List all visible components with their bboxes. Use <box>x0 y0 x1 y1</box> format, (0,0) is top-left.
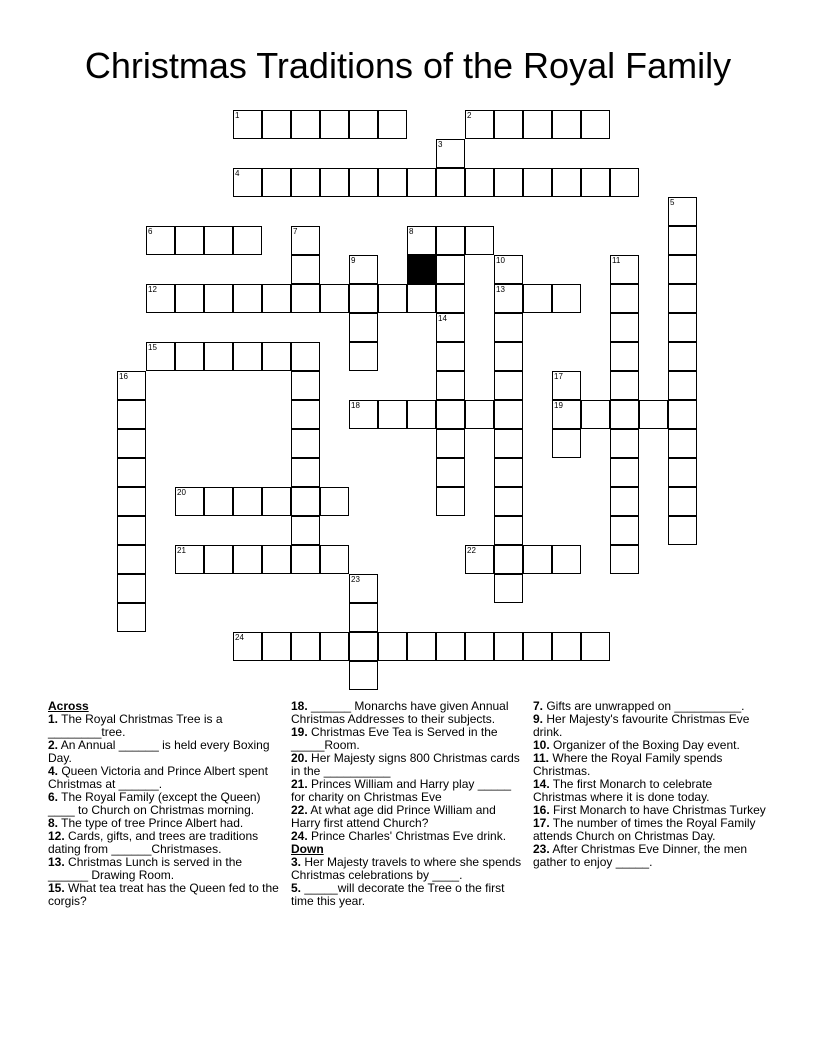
clue-text: _____will decorate the Tree o the first time this year. <box>291 881 505 908</box>
clue <box>48 830 284 856</box>
clue <box>48 739 284 765</box>
grid-cell[interactable] <box>610 545 639 574</box>
clue-number-label: 23. <box>533 842 550 856</box>
grid-cell[interactable] <box>523 168 552 197</box>
grid-cell[interactable] <box>320 487 349 516</box>
grid-cell[interactable] <box>610 168 639 197</box>
clue-text: Christmas Eve Tea is Served in the _____Room. <box>291 725 498 752</box>
clue-text: The Royal Christmas Tree is a ________tree. <box>48 712 223 739</box>
clue-text: The first Monarch to celebrate Christmas where it is done today. <box>533 777 713 804</box>
grid-cell[interactable] <box>233 342 262 371</box>
clue <box>291 752 527 778</box>
clue-number-label: 14. <box>533 777 550 791</box>
clue-text: Organizer of the Boxing Day event. <box>549 738 740 752</box>
grid-cell[interactable] <box>436 342 465 371</box>
grid-cell[interactable] <box>581 400 610 429</box>
grid-cell[interactable] <box>494 371 523 400</box>
grid-cell[interactable] <box>378 168 407 197</box>
grid-cell[interactable] <box>610 284 639 313</box>
clue-text: Her Majesty travels to where she spends Christmas celebrations by ____. <box>291 855 522 882</box>
grid-cell[interactable] <box>581 110 610 139</box>
grid-cell[interactable] <box>291 371 320 400</box>
grid-cell[interactable] <box>262 632 291 661</box>
grid-cell[interactable] <box>320 545 349 574</box>
grid-cell[interactable] <box>610 342 639 371</box>
clue-number-label: 2. <box>48 738 59 752</box>
clue <box>291 830 527 843</box>
grid-cell[interactable] <box>523 110 552 139</box>
clues-column-3 <box>533 700 769 869</box>
grid-cell[interactable] <box>436 429 465 458</box>
clue-number: 16 <box>119 372 128 381</box>
clue-number-label: 18. <box>291 699 308 713</box>
clue-number-label: 8. <box>48 816 59 830</box>
clue-number: 20 <box>177 488 186 497</box>
grid-cell[interactable] <box>175 342 204 371</box>
grid-cell[interactable] <box>668 429 697 458</box>
clue-number: 1 <box>235 111 240 120</box>
grid-cell[interactable] <box>349 313 378 342</box>
clue <box>533 843 769 869</box>
grid-cell[interactable] <box>349 661 378 690</box>
clue-text: Her Majesty's favourite Christmas Eve drink. <box>533 712 750 739</box>
grid-cell[interactable] <box>117 487 146 516</box>
grid-cell[interactable] <box>494 400 523 429</box>
clue-text: First Monarch to have Christmas Turkey <box>549 803 766 817</box>
clue-number: 2 <box>467 111 472 120</box>
clue-number-label: 11. <box>533 751 550 765</box>
clue-text: ______ Monarchs have given Annual Christmas Addresses to their subjects. <box>291 699 509 726</box>
clue <box>291 856 527 882</box>
clue-text: Princes William and Harry play _____ for charity on Christmas Eve <box>291 777 512 804</box>
across-clue-list <box>48 713 284 908</box>
clue-text: Prince Charles' Christmas Eve drink. <box>307 829 507 843</box>
grid-cell[interactable] <box>146 226 175 255</box>
grid-cell[interactable] <box>291 342 320 371</box>
grid-cell[interactable] <box>436 313 465 342</box>
clue-number: 7 <box>293 227 298 236</box>
grid-cell[interactable] <box>668 516 697 545</box>
grid-cell[interactable] <box>552 284 581 313</box>
grid-cell[interactable] <box>581 632 610 661</box>
clue-number-label: 20. <box>291 751 308 765</box>
grid-cell[interactable] <box>175 545 204 574</box>
clue-number-label: 13. <box>48 855 65 869</box>
clue-number-label: 12. <box>48 829 65 843</box>
clue-number-label: 21. <box>291 777 308 791</box>
grid-cell[interactable] <box>233 545 262 574</box>
grid-cell[interactable] <box>552 429 581 458</box>
across-clue-list-continued <box>291 700 527 843</box>
grid-cell[interactable] <box>291 516 320 545</box>
clue-number: 13 <box>496 285 505 294</box>
clue <box>291 882 527 908</box>
clue-text: Queen Victoria and Prince Albert spent Christmas at ______. <box>48 764 268 791</box>
grid-cell[interactable] <box>262 342 291 371</box>
grid-cell[interactable] <box>494 429 523 458</box>
grid-cell[interactable] <box>291 284 320 313</box>
across-heading: Across <box>48 699 89 713</box>
grid-cell[interactable] <box>465 168 494 197</box>
clue-number-label: 9. <box>533 712 544 726</box>
grid-cell[interactable] <box>117 516 146 545</box>
grid-cell[interactable] <box>291 429 320 458</box>
grid-cell[interactable] <box>610 516 639 545</box>
clue-text: Christmas Lunch is served in the ______ Drawing Room. <box>48 855 243 882</box>
grid-cell[interactable] <box>436 632 465 661</box>
clue <box>533 713 769 739</box>
clue-number-label: 1. <box>48 712 59 726</box>
grid-cell[interactable] <box>349 400 378 429</box>
grid-cell[interactable] <box>262 168 291 197</box>
grid-cell[interactable] <box>494 342 523 371</box>
clue <box>48 856 284 882</box>
clue-number: 22 <box>467 546 476 555</box>
clue-text: An Annual ______ is held every Boxing Day. <box>48 738 270 765</box>
clue-text: The Royal Family (except the Queen) ____ to Church on Christmas morning. <box>48 790 261 817</box>
grid-cell[interactable] <box>668 197 697 226</box>
clue-number: 18 <box>351 401 360 410</box>
grid-cell[interactable] <box>494 458 523 487</box>
clue-number: 4 <box>235 169 240 178</box>
grid-cell[interactable] <box>610 400 639 429</box>
grid-cell[interactable] <box>552 110 581 139</box>
clue <box>533 817 769 843</box>
grid-cell[interactable] <box>146 284 175 313</box>
grid-cell[interactable] <box>610 371 639 400</box>
clue-number: 12 <box>148 285 157 294</box>
clue-number: 6 <box>148 227 153 236</box>
grid-cell[interactable] <box>117 603 146 632</box>
grid-cell[interactable] <box>407 400 436 429</box>
grid-cell[interactable] <box>552 400 581 429</box>
clue-text: The number of times the Royal Family attends Church on Christmas Day. <box>533 816 756 843</box>
grid-cell[interactable] <box>291 632 320 661</box>
clue-number-label: 6. <box>48 790 59 804</box>
grid-cell[interactable] <box>407 226 436 255</box>
grid-cell[interactable] <box>436 458 465 487</box>
down-clue-list <box>291 856 527 908</box>
grid-cell[interactable] <box>494 632 523 661</box>
grid-cell[interactable] <box>233 168 262 197</box>
grid-cell[interactable] <box>436 168 465 197</box>
grid-cell[interactable] <box>146 342 175 371</box>
clue-text: What tea treat has the Queen fed to the corgis? <box>48 881 279 908</box>
grid-cell[interactable] <box>204 342 233 371</box>
grid-cell[interactable] <box>233 110 262 139</box>
grid-cell[interactable] <box>581 168 610 197</box>
clue-number: 14 <box>438 314 447 323</box>
grid-cell[interactable] <box>233 226 262 255</box>
grid-cell[interactable] <box>233 487 262 516</box>
grid-cell[interactable] <box>668 342 697 371</box>
clue-number-label: 5. <box>291 881 302 895</box>
clue-text: At what age did Prince William and Harry first attend Church? <box>291 803 496 830</box>
clue <box>48 791 284 817</box>
clue-number: 15 <box>148 343 157 352</box>
grid-cell[interactable] <box>436 371 465 400</box>
grid-cell[interactable] <box>436 139 465 168</box>
grid-cell[interactable] <box>291 110 320 139</box>
clue-number-label: 17. <box>533 816 550 830</box>
grid-cell[interactable] <box>436 284 465 313</box>
clue-number-label: 10. <box>533 738 550 752</box>
clue <box>48 882 284 908</box>
grid-cell[interactable] <box>378 400 407 429</box>
grid-cell[interactable] <box>262 110 291 139</box>
grid-cell[interactable] <box>668 371 697 400</box>
grid-cell[interactable] <box>552 545 581 574</box>
clue-number-label: 7. <box>533 699 544 713</box>
grid-cell[interactable] <box>552 632 581 661</box>
clue <box>533 778 769 804</box>
grid-cell[interactable] <box>407 632 436 661</box>
grid-cell[interactable] <box>262 545 291 574</box>
clue-number: 23 <box>351 575 360 584</box>
grid-cell[interactable] <box>233 284 262 313</box>
grid-cell[interactable] <box>494 574 523 603</box>
grid-cell[interactable] <box>494 313 523 342</box>
clue-number: 9 <box>351 256 356 265</box>
grid-cell[interactable] <box>494 110 523 139</box>
clue-number-label: 19. <box>291 725 308 739</box>
grid-cell[interactable] <box>291 458 320 487</box>
grid-cell[interactable] <box>465 400 494 429</box>
grid-cell[interactable] <box>639 400 668 429</box>
clue-number: 21 <box>177 546 186 555</box>
clue <box>291 700 527 726</box>
grid-cell[interactable] <box>378 284 407 313</box>
grid-cell[interactable] <box>320 284 349 313</box>
grid-cell[interactable] <box>320 632 349 661</box>
clue-number: 3 <box>438 140 443 149</box>
clue-number-label: 16. <box>533 803 550 817</box>
clue-text: Cards, gifts, and trees are traditions dating from ______Christmases. <box>48 829 259 856</box>
grid-cell[interactable] <box>349 168 378 197</box>
grid-cell[interactable] <box>349 574 378 603</box>
grid-cell[interactable] <box>291 226 320 255</box>
grid-cell[interactable] <box>349 255 378 284</box>
grid-cell[interactable] <box>494 516 523 545</box>
grid-cell[interactable] <box>407 284 436 313</box>
grid-cell[interactable] <box>117 545 146 574</box>
clue-number-label: 4. <box>48 764 59 778</box>
grid-cell[interactable] <box>436 255 465 284</box>
grid-cell[interactable] <box>291 487 320 516</box>
grid-cell[interactable] <box>349 110 378 139</box>
grid-cell[interactable] <box>436 400 465 429</box>
clue-number: 19 <box>554 401 563 410</box>
grid-cell[interactable] <box>436 226 465 255</box>
grid-cell[interactable] <box>523 284 552 313</box>
grid-cell[interactable] <box>175 284 204 313</box>
clue-number: 8 <box>409 227 414 236</box>
clue-number-label: 3. <box>291 855 302 869</box>
grid-cell[interactable] <box>378 632 407 661</box>
clue <box>48 765 284 791</box>
clue-text: After Christmas Eve Dinner, the men gather to enjoy _____. <box>533 842 748 869</box>
grid-cell[interactable] <box>610 458 639 487</box>
grid-cell[interactable] <box>668 226 697 255</box>
clue-text: Where the Royal Family spends Christmas. <box>533 751 723 778</box>
clue <box>533 752 769 778</box>
grid-cell[interactable] <box>378 110 407 139</box>
grid-cell[interactable] <box>117 458 146 487</box>
grid-cell[interactable] <box>117 429 146 458</box>
grid-cell[interactable] <box>668 313 697 342</box>
grid-cell[interactable] <box>349 284 378 313</box>
grid-cell[interactable] <box>291 255 320 284</box>
grid-cell[interactable] <box>494 168 523 197</box>
clue-number: 24 <box>235 633 244 642</box>
clue-number: 5 <box>670 198 675 207</box>
grid-cell[interactable] <box>175 487 204 516</box>
grid-cell[interactable] <box>349 342 378 371</box>
down-heading: Down <box>291 842 324 856</box>
clue-number: 17 <box>554 372 563 381</box>
clues-column-2 <box>291 700 527 908</box>
clue-text: Gifts are unwrapped on __________. <box>543 699 745 713</box>
grid-cell[interactable] <box>204 226 233 255</box>
grid-cell[interactable] <box>436 487 465 516</box>
page-title: Christmas Traditions of the Royal Family <box>84 45 732 86</box>
clue-number-label: 24. <box>291 829 308 843</box>
grid-cell[interactable] <box>175 226 204 255</box>
grid-cell[interactable] <box>494 284 523 313</box>
clue-text: The type of tree Prince Albert had. <box>58 816 244 830</box>
grid-cell[interactable] <box>523 632 552 661</box>
grid-cell[interactable] <box>291 400 320 429</box>
clue-number-label: 15. <box>48 881 65 895</box>
grid-cell[interactable] <box>668 255 697 284</box>
grid-cell[interactable] <box>668 458 697 487</box>
grid-cell[interactable] <box>204 545 233 574</box>
grid-cell[interactable] <box>610 313 639 342</box>
grid-cell[interactable] <box>291 168 320 197</box>
grid-cell[interactable] <box>320 168 349 197</box>
grid-cell[interactable] <box>465 545 494 574</box>
grid-cell[interactable] <box>407 168 436 197</box>
clue-number: 10 <box>496 256 505 265</box>
grid-cell[interactable] <box>494 487 523 516</box>
grid-cell[interactable] <box>465 632 494 661</box>
clue <box>291 804 527 830</box>
clue <box>291 726 527 752</box>
grid-cell[interactable] <box>552 168 581 197</box>
grid-cell[interactable] <box>262 487 291 516</box>
grid-cell[interactable] <box>610 429 639 458</box>
black-cell <box>407 255 436 284</box>
grid-cell[interactable] <box>117 400 146 429</box>
grid-cell[interactable] <box>494 255 523 284</box>
grid-cell[interactable] <box>552 371 581 400</box>
down-clue-list-continued <box>533 700 769 869</box>
grid-cell[interactable] <box>117 574 146 603</box>
grid-cell[interactable] <box>349 603 378 632</box>
grid-cell[interactable] <box>291 545 320 574</box>
clue-number-label: 22. <box>291 803 308 817</box>
grid-cell[interactable] <box>668 284 697 313</box>
grid-cell[interactable] <box>204 284 233 313</box>
grid-cell[interactable] <box>465 226 494 255</box>
grid-cell[interactable] <box>610 255 639 284</box>
grid-cell[interactable] <box>523 545 552 574</box>
clue <box>291 778 527 804</box>
grid-cell[interactable] <box>494 545 523 574</box>
clue <box>48 713 284 739</box>
grid-cell[interactable] <box>262 284 291 313</box>
clue-text: Her Majesty signs 800 Christmas cards in the __________ <box>291 751 520 778</box>
grid-cell[interactable] <box>117 371 146 400</box>
grid-cell[interactable] <box>320 110 349 139</box>
grid-cell[interactable] <box>668 400 697 429</box>
clues-column-1 <box>48 700 284 908</box>
grid-cell[interactable] <box>610 487 639 516</box>
grid-cell[interactable] <box>204 487 233 516</box>
grid-cell[interactable] <box>349 632 378 661</box>
grid-cell[interactable] <box>233 632 262 661</box>
grid-cell[interactable] <box>668 487 697 516</box>
clue-number: 11 <box>612 256 621 265</box>
grid-cell[interactable] <box>465 110 494 139</box>
